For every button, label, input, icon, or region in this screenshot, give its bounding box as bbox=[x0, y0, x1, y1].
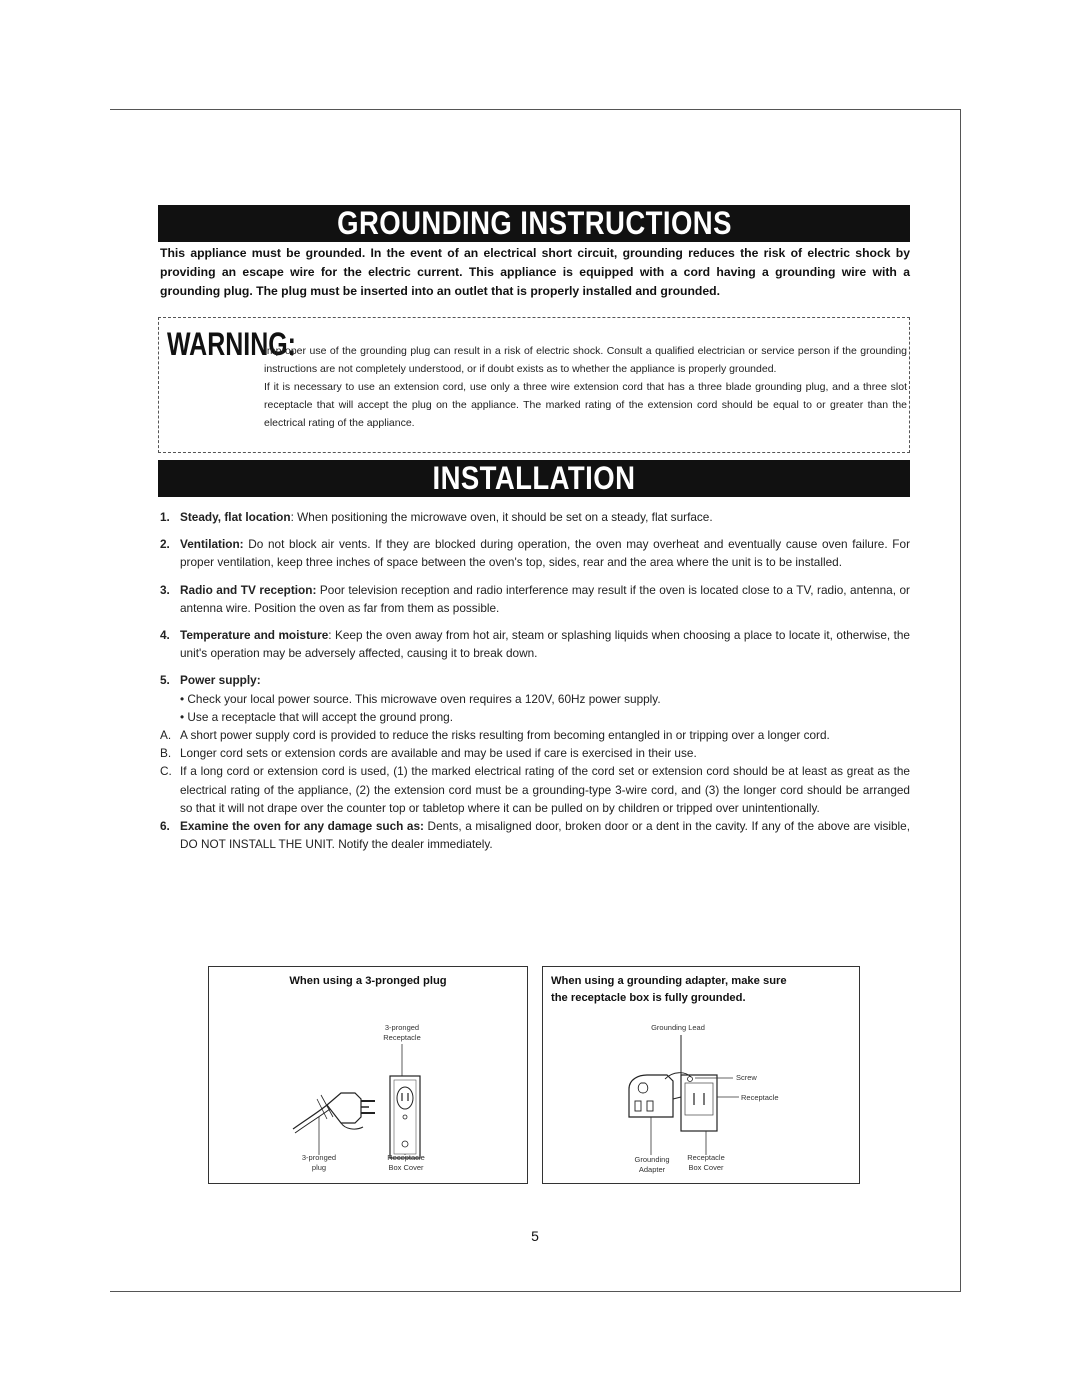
item-label: Power supply: bbox=[180, 673, 261, 688]
label-cover-2: Box Cover bbox=[388, 1163, 424, 1172]
plug-and-receptacle-illustration bbox=[209, 967, 529, 1185]
item-number: 5. bbox=[160, 673, 170, 688]
list-item bbox=[160, 508, 910, 526]
power-letter-item bbox=[160, 726, 910, 744]
label-adapter-2: Adapter bbox=[638, 1165, 666, 1174]
item-text: : Keep the oven away from hot air, steam or splashing liquids when choosing a place to locate it, otherwise, the unit's operation may be adversely affected, causing it to break down. bbox=[180, 628, 910, 661]
item-text: Do not block air vents. If they are blocked during operation, the oven may overheat and eventually cause oven failure. For proper ventilation, keep three inches of space between the oven's top, sides, rear and the area where the unit is to be installed. bbox=[180, 537, 910, 570]
label-cover-2: Box Cover bbox=[688, 1163, 724, 1172]
letter-marker: B. bbox=[160, 746, 172, 761]
installation-list bbox=[160, 508, 910, 862]
power-letter-item bbox=[160, 744, 910, 762]
item-label: Temperature and moisture bbox=[180, 628, 329, 643]
list-item bbox=[160, 817, 910, 853]
figure-3-pronged-plug bbox=[208, 966, 528, 1184]
warning-paragraph-2: If it is necessary to use an extension cord, use only a three wire extension cord that has a three blade grounding plug, and a three slot receptacle that will accept the plug on the appliance. The marked rating of the extension cord should be equal to or greater than the electrical rating of the appliance. bbox=[264, 381, 907, 429]
label-screw: Screw bbox=[736, 1073, 757, 1082]
item-number: 3. bbox=[160, 582, 170, 597]
item-number: 4. bbox=[160, 628, 170, 643]
label-plug-2: plug bbox=[311, 1163, 327, 1172]
letter-text: Longer cord sets or extension cords are available and may be used if care is exercised in their use. bbox=[180, 746, 697, 761]
label-receptacle: Receptacle bbox=[741, 1093, 779, 1102]
item-text: Dents, a misaligned door, broken door or a dent in the cavity. If any of the above are visible, DO NOT INSTALL THE UNIT. Notify the dealer immediately. bbox=[180, 819, 911, 852]
installation-title: INSTALLATION bbox=[432, 460, 636, 496]
grounding-intro: This appliance must be grounded. In the event of an electrical short circuit, grounding reduces the risk of electric shock by providing an escape wire for the electric current. This appliance is equipped with a cord having a grounding wire with a grounding plug. The plug must be inserted into an outlet that is properly installed and grounded. bbox=[160, 246, 910, 298]
list-item bbox=[160, 626, 910, 662]
list-item bbox=[160, 535, 910, 571]
item-label: Steady, flat location bbox=[180, 510, 291, 524]
warning-paragraph-1: Improper use of the grounding plug can result in a risk of electric shock. Consult a qualified electrician or service person if the grounding instructions are not completely understood, or if doubt exists as to whether the appliance is properly grounded. bbox=[264, 345, 907, 375]
grounding-title: GROUNDING INSTRUCTIONS bbox=[336, 205, 732, 241]
warning-word: WARNING: bbox=[167, 326, 296, 362]
item-text: : When positioning the microwave oven, it should be set on a steady, flat surface. bbox=[290, 510, 713, 524]
item-text: Poor television reception and radio interference may result if the oven is located close to a TV, radio, antenna, or antenna wire. Position the oven as far from them as possible. bbox=[180, 582, 910, 615]
frame-right-rule bbox=[960, 109, 961, 1291]
page-number: 5 bbox=[531, 1228, 539, 1244]
label-adapter-1: Grounding bbox=[634, 1155, 670, 1164]
label-receptacle-top-2: Receptacle bbox=[383, 1033, 421, 1042]
label-cover-1: Receptacle bbox=[387, 1153, 425, 1162]
letter-marker: A. bbox=[160, 728, 172, 743]
installation-banner bbox=[158, 460, 910, 497]
figure-title-line-2: the receptacle box is fully grounded. bbox=[551, 992, 746, 1004]
warning-text bbox=[264, 342, 907, 432]
item-number: 6. bbox=[160, 819, 170, 834]
figure-title-line-1: When using a grounding adapter, make sure bbox=[551, 975, 787, 987]
item-number: 1. bbox=[160, 510, 170, 524]
grounding-banner bbox=[158, 205, 910, 242]
item-label: Ventilation: bbox=[180, 537, 244, 552]
frame-bottom-rule bbox=[110, 1291, 961, 1292]
item-label: Radio and TV reception: bbox=[180, 582, 317, 597]
power-letter-item bbox=[160, 762, 910, 817]
letter-marker: C. bbox=[160, 764, 172, 779]
item-number: 2. bbox=[160, 537, 170, 552]
label-cover-1: Receptacle bbox=[687, 1153, 725, 1162]
label-plug-1: 3-pronged bbox=[301, 1153, 337, 1162]
figure-grounding-adapter bbox=[542, 966, 860, 1184]
power-bullet: • Check your local power source. This microwave oven requires a 120V, 60Hz power supply. bbox=[180, 691, 661, 706]
label-grounding-lead: Grounding Lead bbox=[651, 1023, 705, 1032]
frame-top-rule bbox=[110, 109, 961, 110]
letter-text: If a long cord or extension cord is used, (1) the marked electrical rating of the cord set or extension cord should be at least as great as the electrical rating of the appliance, (2) the extension cord must be a grounding-type 3-wire cord, and (3) the longer cord should be arranged so that it will not drape over the counter top or tabletop where it can be pulled on by children or tripped over unintentionally. bbox=[180, 764, 910, 815]
list-item-power-supply bbox=[160, 671, 910, 689]
label-receptacle-top-1: 3-pronged bbox=[384, 1023, 420, 1032]
power-bullet: • Use a receptacle that will accept the ground prong. bbox=[180, 709, 453, 724]
warning-box bbox=[158, 317, 910, 453]
list-item bbox=[160, 581, 910, 617]
figure-title: When using a 3-pronged plug bbox=[289, 975, 447, 987]
letter-text: A short power supply cord is provided to reduce the risks resulting from becoming entangled in or tripping over a longer cord. bbox=[180, 728, 830, 743]
item-label: Examine the oven for any damage such as: bbox=[180, 819, 424, 834]
